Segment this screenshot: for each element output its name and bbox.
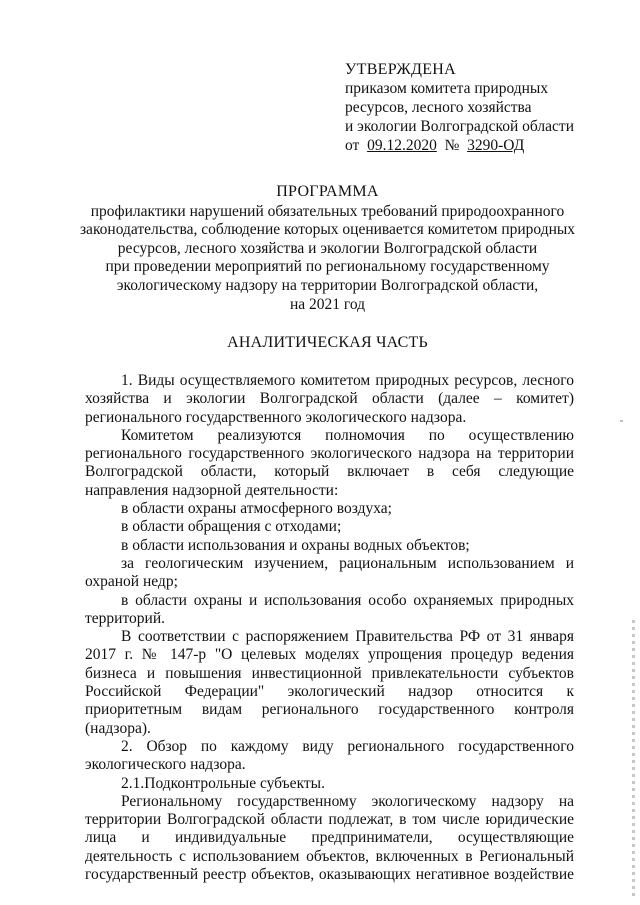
paragraph: 1. Виды осуществляемого комитетом природных ресурсов, лесного хозяйства и экологии Волгоградской области (далее – комитет) регионального государственного экологического надзора. xyxy=(85,372,574,426)
paragraph: в области обращения с отходами; xyxy=(121,518,342,536)
scan-dust-mark xyxy=(620,420,623,422)
scan-edge-mark xyxy=(632,620,635,900)
body-text xyxy=(85,372,574,884)
approval-from-label: от xyxy=(345,137,360,154)
paragraph: 2. Обзор по каждому виду регионального государственного экологического надзора. xyxy=(85,737,574,774)
program-title-line: законодательства, соблюдение которых оценивается комитетом природных xyxy=(79,221,576,239)
paragraph: Региональному государственному экологическому надзору на территории Волгоградской области подлежат, в том числе юридические лица и индивидуальные предприниматели, осуществляющие деятельность с использованием объектов, включенных в Региональный государственный реестр объектов, оказывающих негативное воздействие xyxy=(85,792,574,884)
program-title-line: экологическому надзору на территории Волгоградской области, xyxy=(116,276,539,294)
approval-date: 09.12.2020 xyxy=(367,137,437,154)
paragraph: в области охраны и использования особо охраняемых природных территорий. xyxy=(85,591,574,627)
approval-order-line xyxy=(345,136,574,155)
paragraph: Комитетом реализуются полномочия по осуществлению регионального государственного экологического надзора на территории Волгоградской области, который включает в себя следующие направления надзорной деятельности: xyxy=(85,426,574,499)
approval-number: 3290-ОД xyxy=(467,137,525,154)
program-title-block xyxy=(60,183,595,314)
program-title-line: при проведении мероприятий по региональному государственному xyxy=(105,258,550,276)
section-heading: АНАЛИТИЧЕСКАЯ ЧАСТЬ xyxy=(227,334,428,351)
paragraph: за геологическим изучением, рациональным использованием и охраной недр; xyxy=(85,554,574,591)
paragraph: в области использования и охраны водных объектов; xyxy=(121,536,470,554)
approval-heading: УТВЕРЖДЕНА xyxy=(345,61,457,78)
approval-line-2: ресурсов, лесного хозяйства xyxy=(345,99,532,116)
paragraph: В соответствии с распоряжением Правительства РФ от 31 января 2017 г. № 147-р "О целевых моделях упрощения процедур ведения бизнеса и повышения инвестиционной привлекательности субъектов Российской Федерации" экологический надзор относится к приоритетным видам регионального государственного контроля (надзора). xyxy=(85,628,574,737)
program-title-line: профилактики нарушений обязательных требований природоохранного xyxy=(90,202,565,220)
paragraph: 2.1.Подконтрольные субъекты. xyxy=(121,774,325,792)
approval-line-3: и экологии Волгоградской области xyxy=(345,118,574,135)
approval-number-label: № xyxy=(444,137,460,154)
approval-line-1: приказом комитета природных xyxy=(345,80,549,97)
paragraph: в области охраны атмосферного воздуха; xyxy=(121,500,392,518)
program-heading: ПРОГРАММА xyxy=(276,183,379,200)
program-title-line: на 2021 год xyxy=(289,295,366,313)
approval-stamp xyxy=(345,60,574,155)
program-title-line: ресурсов, лесного хозяйства и экологии Волгоградской области xyxy=(117,239,538,257)
